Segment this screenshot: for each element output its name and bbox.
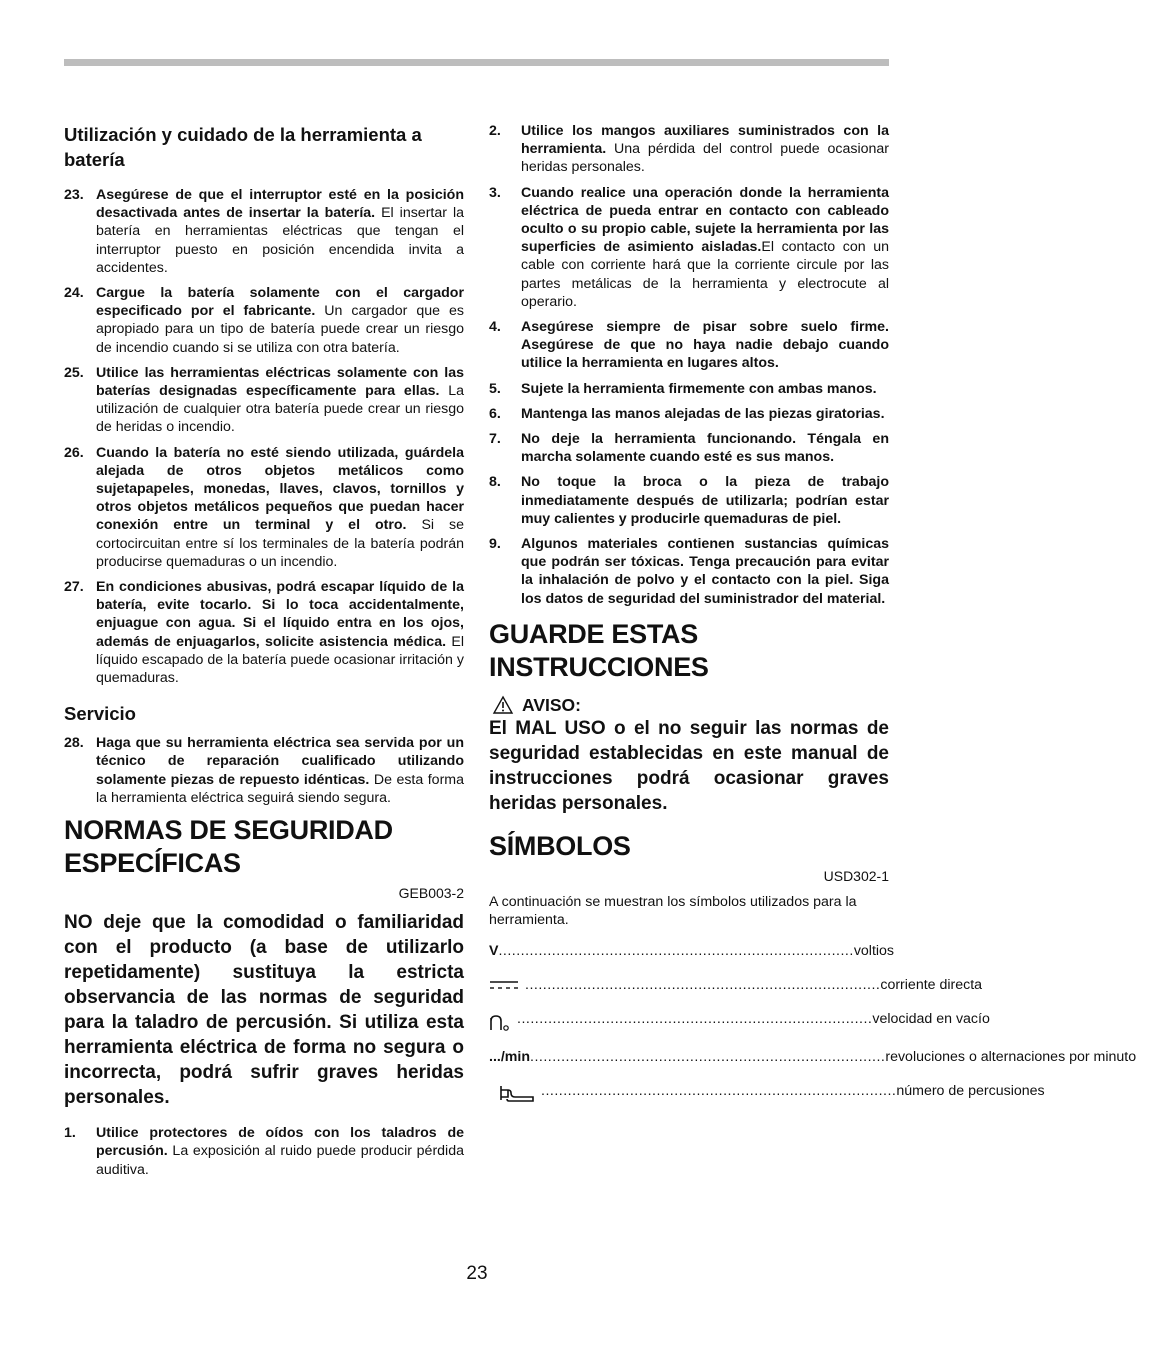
- heading-specific-safety: NORMAS DE SEGURIDAD ESPECÍFICAS: [64, 815, 393, 879]
- item-text: De esta forma la herramienta eléctrica seguirá siendo segura.: [96, 771, 464, 806]
- list-item: [64, 444, 464, 571]
- doc-code-usd: USD302-1: [823, 867, 889, 884]
- no-load-speed-icon: [489, 1010, 517, 1032]
- item-bold-text: Haga que su herramienta eléctrica sea servida por un técnico de reparación cualificado utilizando solamente piezas de repuesto idénticas.: [96, 735, 464, 788]
- item-text: Una pérdida del control puede ocasionar heridas personales.: [521, 141, 889, 176]
- item-number: 8.: [489, 474, 501, 491]
- item-number: 9.: [489, 536, 501, 553]
- list-item: [64, 1124, 464, 1179]
- list-item: [64, 578, 464, 687]
- item-number: 7.: [489, 431, 501, 448]
- list-item: [489, 535, 889, 608]
- item-bold-text: Asegúrese siempre de pisar sobre suelo firme. Asegúrese de que no haya nadie debajo cuando utilice la herramienta en lugares altos.: [521, 319, 889, 372]
- item-number: 1.: [64, 1125, 76, 1142]
- item-bold-text: No toque la broca o la pieza de trabajo inmediatamente después de utilizarla; podrían estar muy calientes y producirle quemaduras de piel.: [521, 474, 889, 527]
- list-item: [64, 284, 464, 357]
- aviso-text: El MAL USO o el no seguir las normas de seguridad establecidas en este manual de instrucciones podrá ocasionar graves heridas personales.: [489, 717, 889, 814]
- item-bold-text: Utilice los mangos auxiliares suministrados con la herramienta.: [521, 123, 889, 158]
- symbol-row: [489, 1082, 1045, 1104]
- item-text: La exposición al ruido puede producir pérdida auditiva.: [96, 1143, 464, 1178]
- symbol-row: [489, 942, 895, 960]
- item-number: 2.: [489, 123, 501, 139]
- item-bold-text: Cuando la batería no esté siendo utilizada, guárdela alejada de otros objetos metálicos como sujetapapeles, monedas, llaves, clavos, tornillos y otros objetos metálicos pequeños que puedan hacer conexión entre un terminal y el otro.: [96, 444, 464, 534]
- symbol-description: voltios: [853, 942, 895, 959]
- dc-icon: [489, 976, 525, 994]
- item-text: Un cargador que es apropiado para un tipo de batería puede crear un riesgo de incendio cuando si se utiliza con otra batería.: [96, 303, 464, 356]
- symbol-description: corriente directa: [880, 976, 983, 993]
- aviso-label: AVISO:: [522, 694, 581, 715]
- list-item: [64, 364, 464, 437]
- leader-dots: ................................................................................: [498, 942, 854, 959]
- battery-list: [64, 186, 464, 687]
- section-title-service: Servicio: [64, 703, 136, 725]
- symbols-intro: A continuación se muestran los símbolos utilizados para la herramienta.: [489, 893, 857, 929]
- item-number: 28.: [64, 735, 84, 752]
- impact-icon: [489, 1082, 541, 1104]
- section-title-battery: Utilización y cuidado de la herramienta a batería: [64, 124, 422, 170]
- page-number: 23: [466, 1263, 488, 1284]
- list-item: [489, 405, 889, 423]
- item-bold-text: Cargue la batería solamente con el cargador especificado por el fabricante.: [96, 285, 464, 320]
- symbol-key: V: [489, 942, 499, 959]
- item-text: El insertar la batería en herramientas eléctricas que tengan el interruptor puesto en posición encendida invita a accidentes.: [96, 205, 464, 276]
- list-item: [489, 430, 889, 466]
- item-bold-text: Asegúrese de que el interruptor esté en la posición desactivada antes de insertar la batería.: [96, 187, 464, 222]
- symbol-key: .../min: [489, 1048, 530, 1065]
- doc-code-geb: GEB003-2: [398, 885, 464, 902]
- symbol-description: revoluciones o alternaciones por minuto: [885, 1048, 1137, 1065]
- heading-symbols: SÍMBOLOS: [489, 830, 631, 861]
- top-rule: [64, 59, 889, 66]
- item-number: 23.: [64, 187, 84, 203]
- item-bold-text: Utilice las herramientas eléctricas solamente con las baterías designadas específicamente para ellas.: [96, 364, 464, 400]
- item-number: 6.: [489, 405, 501, 422]
- item-bold-text: En condiciones abusivas, podrá escapar líquido de la batería, evite tocarlo. Si lo toca accidentalmente, enjuague con agua. Si el líquido entra en los ojos, además de enjuagarlos, solicite asistencia médica.: [96, 579, 464, 650]
- list-item: [64, 186, 464, 277]
- item-bold-text: Cuando realice una operación donde la herramienta eléctrica de pueda entrar en contacto con cableado oculto o su propio cable, sujete la herramienta por las superficies de asimiento aisladas.: [521, 184, 889, 256]
- symbol-row: [489, 976, 983, 994]
- leader-dots: ................................................................................: [525, 976, 881, 993]
- list-item: [489, 380, 889, 398]
- leader-dots: ................................................................................: [517, 1010, 873, 1027]
- item-number: 26.: [64, 444, 84, 461]
- item-bold-text: Algunos materiales contienen sustancias químicas que podrán ser tóxicas. Tenga precaución para evitar la inhalación de polvo y el contacto con la piel. Siga los datos de seguridad del suministrador del material.: [521, 536, 889, 607]
- specific-safety-list-cont: [489, 122, 889, 608]
- item-bold-text: No deje la herramienta funcionando. Téngala en marcha solamente cuando esté es sus manos.: [521, 431, 889, 466]
- aviso-header: [489, 694, 889, 716]
- item-number: 5.: [489, 380, 501, 397]
- symbol-row: [489, 1048, 1137, 1066]
- service-list: [64, 734, 464, 807]
- item-number: 24.: [64, 285, 84, 302]
- specific-safety-list: [64, 1124, 464, 1179]
- item-text: La utilización de cualquier otra batería puede crear un riesgo de heridas o incendio.: [96, 383, 464, 436]
- item-bold-text: Sujete la herramienta firmemente con ambas manos.: [521, 380, 877, 397]
- symbol-description: número de percusiones: [896, 1082, 1045, 1099]
- item-bold-text: Mantenga las manos alejadas de las piezas giratorias.: [521, 405, 885, 422]
- warning-triangle-icon: [493, 696, 513, 714]
- symbols-list: [489, 942, 1137, 1104]
- leader-dots: ................................................................................: [530, 1048, 886, 1065]
- list-item: [489, 184, 889, 311]
- right-column: [489, 122, 1137, 1120]
- heading-save-instructions: GUARDE ESTAS INSTRUCCIONES: [489, 618, 709, 682]
- list-item: [489, 473, 889, 528]
- item-text: El líquido escapado de la batería puede ocasionar irritación y quemaduras.: [96, 633, 464, 687]
- item-text: Si se cortocircuitan entre sí los terminales de la batería podrán producirse quemaduras o un incendio.: [96, 517, 464, 570]
- item-text: El contacto con un cable con corriente hará que la corriente circule por las partes metálicas de la herramienta y electrocute al operario.: [521, 239, 890, 310]
- symbol-row: [489, 1010, 990, 1032]
- left-column: [64, 122, 464, 1186]
- item-number: 3.: [489, 184, 501, 201]
- leader-dots: ................................................................................: [541, 1082, 897, 1099]
- item-bold-text: Utilice protectores de oídos con los taladros de percusión.: [96, 1125, 464, 1160]
- symbol-description: velocidad en vacío: [872, 1010, 990, 1027]
- item-number: 25.: [64, 364, 84, 381]
- list-item: [489, 318, 889, 373]
- list-item: [64, 734, 464, 807]
- item-number: 27.: [64, 579, 84, 596]
- item-number: 4.: [489, 319, 501, 336]
- list-item: [489, 122, 889, 177]
- safety-warning-paragraph: NO deje que la comodidad o familiaridad con el producto (a base de utilizarlo repetidamente) sustituya la estricta observancia de las normas de seguridad para la taladro de percusión. Si utiliza esta herramienta eléctrica de forma no segura o incorrecta, podrá sufrir graves heridas personales.: [64, 912, 464, 1109]
